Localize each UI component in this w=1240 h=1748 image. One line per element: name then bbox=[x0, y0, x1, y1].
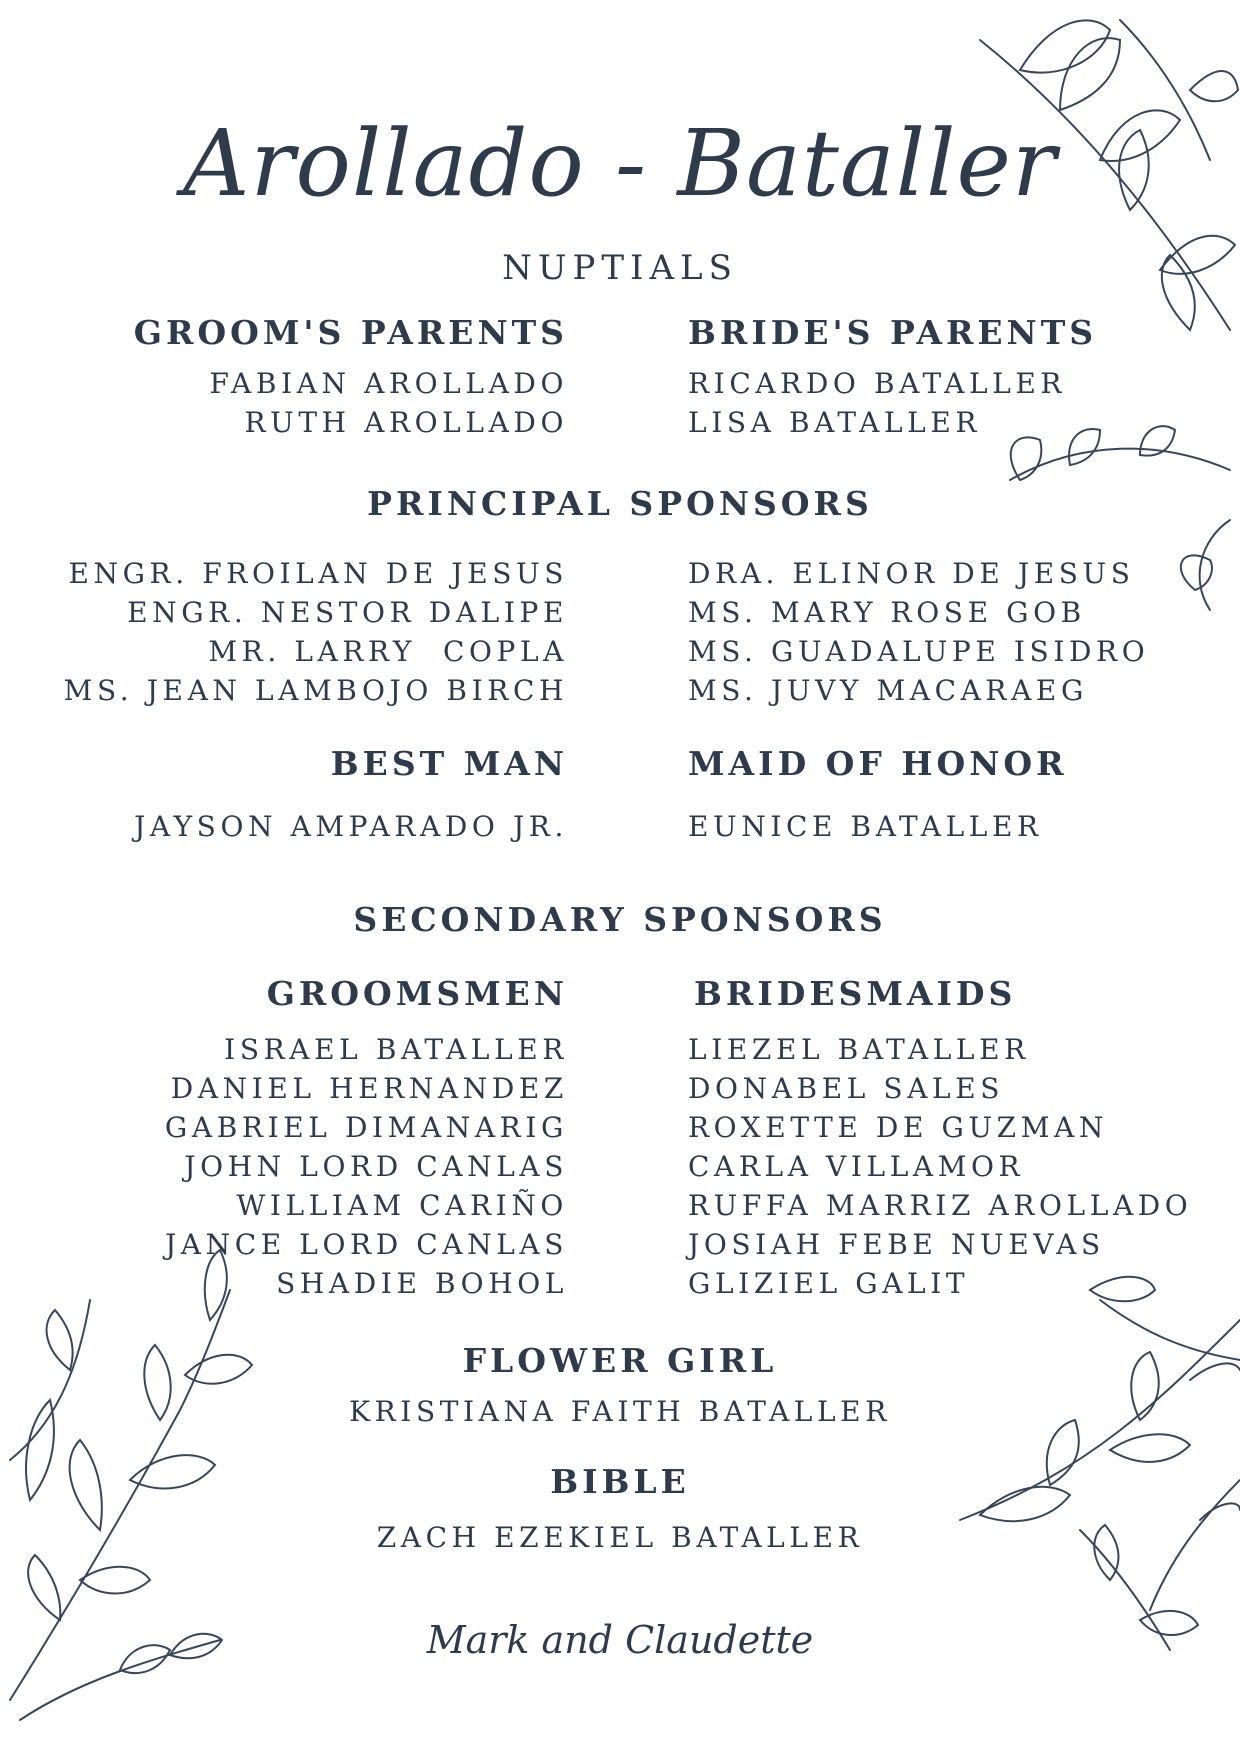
list-item: RUTH AROLLADO bbox=[244, 406, 568, 439]
list-item: DRA. ELINOR DE JESUS bbox=[688, 557, 1135, 590]
groomsmen-list bbox=[165, 1030, 568, 1303]
brides-parents-heading: BRIDE'S PARENTS bbox=[688, 313, 1098, 352]
bridesmaids-heading: BRIDESMAIDS bbox=[694, 974, 1017, 1013]
list-item: MR. LARRY COPLA bbox=[208, 635, 568, 668]
list-item: ISRAEL BATALLER bbox=[224, 1033, 568, 1066]
list-item: GABRIEL DIMANARIG bbox=[164, 1111, 568, 1144]
list-item: SHADIE BOHOL bbox=[276, 1267, 568, 1300]
leaf-decoration-bottom-right-icon bbox=[940, 1260, 1240, 1660]
list-item: FABIAN AROLLADO bbox=[209, 367, 568, 400]
nuptials-subtitle: NUPTIALS bbox=[502, 248, 738, 288]
grooms-parents-list bbox=[209, 364, 568, 442]
list-item: MS. GUADALUPE ISIDRO bbox=[688, 635, 1150, 668]
groomsmen-heading: GROOMSMEN bbox=[266, 974, 568, 1013]
brides-parents-list bbox=[688, 364, 1066, 442]
list-item: MS. MARY ROSE GOB bbox=[688, 596, 1086, 629]
flower-girl-name: KRISTIANA FAITH BATALLER bbox=[349, 1395, 891, 1428]
flower-girl-heading: FLOWER GIRL bbox=[462, 1341, 778, 1380]
best-man-name: JAYSON AMPARADO JR. bbox=[134, 810, 568, 843]
list-item: MS. JUVY MACARAEG bbox=[688, 674, 1088, 707]
list-item: JOHN LORD CANLAS bbox=[184, 1150, 568, 1183]
list-item: WILLIAM CARIÑO bbox=[236, 1189, 568, 1222]
list-item: DANIEL HERNANDEZ bbox=[170, 1072, 568, 1105]
best-man-heading: BEST MAN bbox=[330, 744, 568, 783]
bible-bearer-name: ZACH EZEKIEL BATALLER bbox=[376, 1521, 864, 1554]
principal-sponsors-left-list bbox=[64, 554, 568, 710]
list-item: CARLA VILLAMOR bbox=[688, 1150, 1025, 1183]
maid-of-honor-name: EUNICE BATALLER bbox=[688, 810, 1043, 843]
secondary-sponsors-heading: SECONDARY SPONSORS bbox=[353, 900, 887, 939]
list-item: LIEZEL BATALLER bbox=[688, 1033, 1030, 1066]
principal-sponsors-heading: PRINCIPAL SPONSORS bbox=[367, 484, 873, 523]
list-item: RICARDO BATALLER bbox=[688, 367, 1067, 400]
list-item: ENGR. NESTOR DALIPE bbox=[127, 596, 568, 629]
list-item: JANCE LORD CANLAS bbox=[164, 1228, 568, 1261]
list-item: MS. JEAN LAMBOJO BIRCH bbox=[63, 674, 568, 707]
bridesmaids-list bbox=[688, 1030, 1192, 1303]
list-item: ROXETTE DE GUZMAN bbox=[688, 1111, 1108, 1144]
list-item: DONABEL SALES bbox=[688, 1072, 1005, 1105]
grooms-parents-heading: GROOM'S PARENTS bbox=[133, 313, 568, 352]
list-item: ENGR. FROILAN DE JESUS bbox=[68, 557, 568, 590]
list-item: RUFFA MARRIZ AROLLADO bbox=[688, 1189, 1193, 1222]
leaf-decoration-top-right-icon bbox=[960, 0, 1240, 620]
principal-sponsors-right-list bbox=[688, 554, 1149, 710]
list-item: LISA BATALLER bbox=[688, 406, 982, 439]
couple-names-footer: Mark and Claudette bbox=[426, 1618, 814, 1662]
maid-of-honor-heading: MAID OF HONOR bbox=[688, 744, 1068, 783]
list-item: GLIZIEL GALIT bbox=[688, 1267, 970, 1300]
bible-heading: BIBLE bbox=[550, 1462, 690, 1501]
couple-surname-title: Arollado - Bataller bbox=[183, 110, 1057, 217]
list-item: JOSIAH FEBE NUEVAS bbox=[688, 1228, 1105, 1261]
